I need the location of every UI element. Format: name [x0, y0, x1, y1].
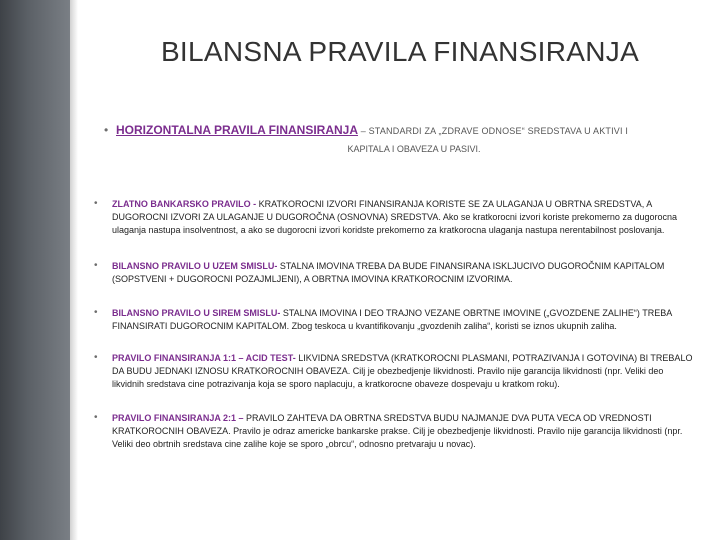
bullet-label: BILANSNO PRAVILO U SIREM SMISLU- [112, 308, 281, 318]
bullet-label: BILANSNO PRAVILO U UZEM SMISLU- [112, 261, 278, 271]
main-point-desc-line2: KAPITALA I OBAVEZA U PASIVI. [347, 144, 481, 154]
left-decorative-strip [0, 0, 70, 540]
bullet-item [94, 307, 694, 333]
main-point-heading: HORIZONTALNA PRAVILA FINANSIRANJA [116, 123, 358, 137]
bullet-text: PRAVILO ZAHTEVA DA OBRTNA SREDSTVA BUDU NAJMANJE DVA PUTA VECA OD VREDNOSTI KRATKOROCNIH OBAVEZA. Pravilo je odraz americke bankarske prakse. Cilj je obezbedjenje likvidnosti. Pravilo nije garancija likvidnosti (npr. Veliki deo obrtnih sredstava cine zalihe koje se sporo „obrcu“, odnosno pretvaraju u novac). [112, 413, 683, 449]
bullet-item [94, 412, 694, 451]
main-point-desc-line1: – STANDARDI ZA „ZDRAVE ODNOSE“ SREDSTAVA U AKTIVI I [358, 126, 629, 136]
main-point [104, 122, 694, 157]
bullet-text: LIKVIDNA SREDSTVA (KRATKOROCNI PLASMANI, POTRAZIVANJA I GOTOVINA) BI TREBALO DA BUDU JEDNAKI IZNOSU KRATKOROCNIH OBAVEZA. Cilj je obezbedjenje likvidnosti. Pravilo nije garancija likvidnosti (npr. Veliki deo likvidnih sredstava cine potrazivanja koja se sporo naplacuju, a kratkorocne obaveze dospevaju u kratkom roku). [112, 353, 693, 389]
bullet-icon: • [94, 260, 98, 271]
slide-title: BILANSNA PRAVILA FINANSIRANJA [160, 36, 640, 67]
bullet-icon: • [94, 198, 98, 209]
bullet-item [94, 260, 694, 286]
bullet-icon: • [94, 352, 98, 363]
bullet-item [94, 198, 694, 237]
bullet-label: PRAVILO FINANSIRANJA 1:1 – ACID TEST- [112, 353, 296, 363]
bullet-text: STALNA IMOVINA I DEO TRAJNO VEZANE OBRTNE IMOVINE („GVOZDENE ZALIHE“) TREBA FINANSIRATI DUGOROCNIM KAPITALOM. Zbog teskoca u kvantifikovanju „gvozdenih zaliha“, koristi se iznos ukupnih zaliha. [112, 308, 672, 331]
bullet-item [94, 352, 694, 391]
bullet-icon: • [104, 123, 109, 137]
bullet-text: STALNA IMOVINA TREBA DA BUDE FINANSIRANA ISKLJUCIVO DUGOROČNIM KAPITALOM (SOPSTVENI + DUGOROCNI POZAJMLJENI), A OBRTNA IMOVINA KRATKOROCNIM IZVORIMA. [112, 261, 665, 284]
bullet-label: ZLATNO BANKARSKO PRAVILO - [112, 199, 257, 209]
bullet-text: KRATKOROCNI IZVORI FINANSIRANJA KORISTE SE ZA ULAGANJA U OBRTNA SREDSTVA, A DUGOROCNI IZVORI ZA ULAGANJE U DUGOROČNA (OSNOVNA) SREDSTVA. Ako se kratkorocni izvori koriste prekomerno za dugorocna ulaganja nastupa insolventnost, a ako se dugorocni izvori koridste prekomerno za kratkorocna ulaganja nastupa nerentabilnost poslovanja. [112, 199, 677, 235]
bullet-label: PRAVILO FINANSIRANJA 2:1 – [112, 413, 244, 423]
bullet-icon: • [94, 307, 98, 318]
bullet-icon: • [94, 412, 98, 423]
strip-shadow [70, 0, 78, 540]
